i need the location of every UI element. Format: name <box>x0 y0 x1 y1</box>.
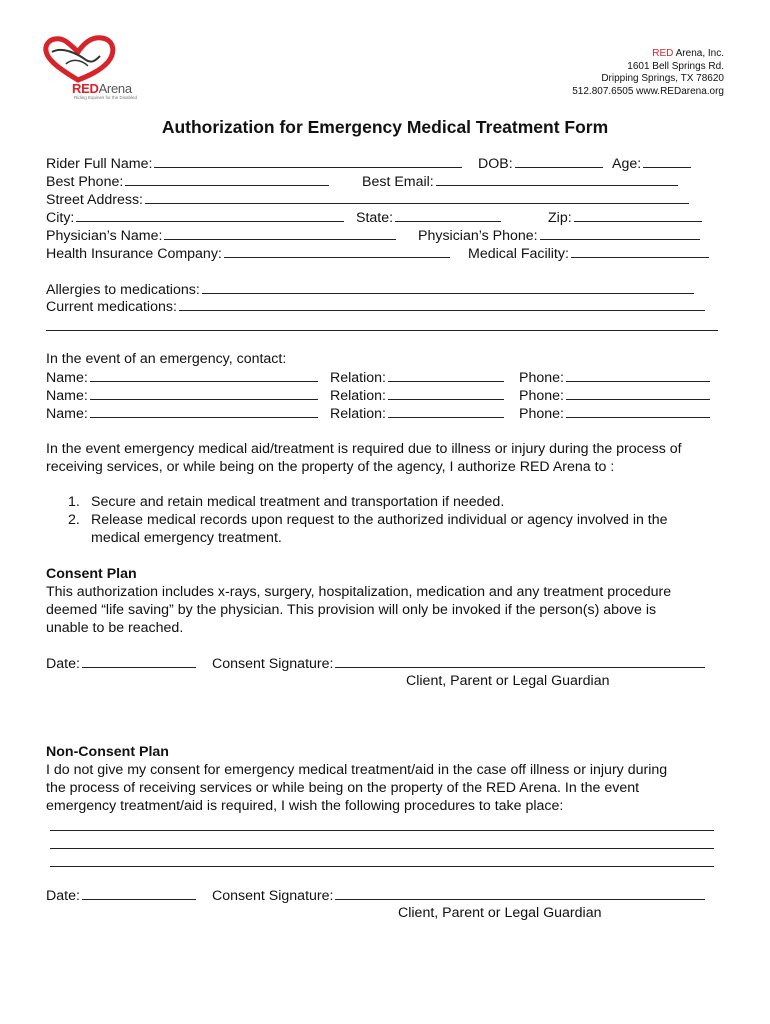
consent-date-field[interactable] <box>82 655 196 668</box>
contact-3-phone-row <box>519 405 710 423</box>
contact-2-name-field[interactable] <box>90 387 318 400</box>
procedures-line-2[interactable] <box>50 848 714 849</box>
contact-name-label: Name: <box>46 370 88 386</box>
non-consent-heading: Non-Consent Plan <box>46 744 169 760</box>
state-field[interactable] <box>395 209 501 222</box>
contact-2-phone-row <box>519 387 710 405</box>
contact-2-relation-field[interactable] <box>388 387 504 400</box>
consent-heading: Consent Plan <box>46 566 137 582</box>
authorization-line-2: receiving services, or while being on the property of the agency, I authorize RED Arena to : <box>46 459 615 475</box>
non-consent-date-label: Date: <box>46 888 80 904</box>
physician-phone-row <box>418 227 700 245</box>
current-meds-label: Current medications: <box>46 299 177 315</box>
contact-2-phone-field[interactable] <box>566 387 710 400</box>
zip-field[interactable] <box>574 209 702 222</box>
consent-signature-label: Consent Signature: <box>212 656 334 672</box>
non-consent-signer-caption: Client, Parent or Legal Guardian <box>398 905 602 921</box>
physician-phone-label: Physician’s Phone: <box>418 228 538 244</box>
facility-field[interactable] <box>571 245 709 258</box>
physician-name-label: Physician’s Name: <box>46 228 163 244</box>
contact-relation-label: Relation: <box>330 370 386 386</box>
contact-2-name-row <box>46 387 318 405</box>
contact-phone-label: Phone: <box>519 406 564 422</box>
insurance-row <box>46 245 450 263</box>
contact-name-label: Name: <box>46 388 88 404</box>
rider-name-label: Rider Full Name: <box>46 156 153 172</box>
authorization-line-1: In the event emergency medical aid/treatment is required due to illness or injury during the process of <box>46 441 682 457</box>
non-consent-line-1: I do not give my consent for emergency medical treatment/aid in the case off illness or injury during <box>46 762 668 778</box>
consent-signer-caption: Client, Parent or Legal Guardian <box>406 673 610 689</box>
non-consent-signature-label: Consent Signature: <box>212 888 334 904</box>
best-email-label: Best Email: <box>362 174 434 190</box>
best-phone-row <box>46 173 329 191</box>
non-consent-line-3: emergency treatment/aid is required, I wish the following procedures to take place: <box>46 798 564 814</box>
contact-1-name-field[interactable] <box>90 369 318 382</box>
current-meds-extra-line[interactable] <box>46 330 718 331</box>
contact-name-label: Name: <box>46 406 88 422</box>
age-field[interactable] <box>643 155 691 168</box>
rider-name-field[interactable] <box>154 155 462 168</box>
auth-item-2-text-1: Release medical records upon request to the authorized individual or agency involved in the <box>91 512 668 528</box>
non-consent-date-field[interactable] <box>82 887 196 900</box>
contact-3-phone-field[interactable] <box>566 405 710 418</box>
non-consent-signature-field[interactable] <box>335 887 705 900</box>
age-label: Age: <box>612 156 642 172</box>
allergies-row <box>46 281 694 299</box>
contact-1-relation-row <box>330 369 504 387</box>
contact-relation-label: Relation: <box>330 406 386 422</box>
auth-item-1-text: Secure and retain medical treatment and transportation if needed. <box>91 494 505 510</box>
contact-relation-label: Relation: <box>330 388 386 404</box>
consent-signature-row <box>212 655 705 673</box>
dob-field[interactable] <box>515 155 603 168</box>
contact-1-name-row <box>46 369 318 387</box>
non-consent-line-2: the process of receiving services or while being on the property of the RED Arena. In the event <box>46 780 640 796</box>
contact-3-name-row <box>46 405 318 423</box>
physician-name-row <box>46 227 396 245</box>
logo-wordmark: REDArena <box>72 81 132 96</box>
current-meds-field[interactable] <box>179 298 705 311</box>
non-consent-date-row <box>46 887 196 905</box>
facility-row <box>468 245 709 263</box>
best-email-row <box>362 173 678 191</box>
age-row <box>612 155 691 173</box>
org-street: 1601 Bell Springs Rd. <box>627 60 724 72</box>
consent-line-2: deemed “life saving” by the physician. This provision will only be invoked if the person(s) above is <box>46 602 657 618</box>
street-field[interactable] <box>145 191 689 204</box>
best-phone-label: Best Phone: <box>46 174 124 190</box>
physician-name-field[interactable] <box>164 227 396 240</box>
contact-1-phone-field[interactable] <box>566 369 710 382</box>
contact-3-name-field[interactable] <box>90 405 318 418</box>
facility-label: Medical Facility: <box>468 246 569 262</box>
auth-item-2-text-2: medical emergency treatment. <box>91 530 282 546</box>
physician-phone-field[interactable] <box>540 227 700 240</box>
allergies-field[interactable] <box>202 281 694 294</box>
city-field[interactable] <box>76 209 344 222</box>
org-city: Dripping Springs, TX 78620 <box>601 73 724 84</box>
contact-1-relation-field[interactable] <box>388 369 504 382</box>
consent-date-label: Date: <box>46 656 80 672</box>
street-row <box>46 191 689 209</box>
consent-date-row <box>46 655 196 673</box>
dob-row <box>478 155 603 173</box>
contact-phone-label: Phone: <box>519 388 564 404</box>
insurance-field[interactable] <box>224 245 450 258</box>
state-label: State: <box>356 210 394 226</box>
contact-phone-label: Phone: <box>519 370 564 386</box>
zip-label: Zip: <box>548 210 572 226</box>
contact-1-phone-row <box>519 369 710 387</box>
auth-item-2-number: 2. <box>68 512 80 528</box>
org-address-block <box>572 48 724 98</box>
consent-line-1: This authorization includes x-rays, surgery, hospitalization, medication and any treatment procedure <box>46 584 672 600</box>
current-meds-row <box>46 298 705 316</box>
contact-2-relation-row <box>330 387 504 405</box>
contact-3-relation-field[interactable] <box>388 405 504 418</box>
city-row <box>46 209 344 227</box>
form-title: Authorization for Emergency Medical Treatment Form <box>161 117 609 137</box>
consent-line-3: unable to be reached. <box>46 620 184 636</box>
state-row <box>356 209 501 227</box>
rider-name-row <box>46 155 462 173</box>
auth-item-1-number: 1. <box>68 494 80 510</box>
org-contact: 512.807.6505 www.REDarena.org <box>572 85 724 97</box>
city-label: City: <box>46 210 75 226</box>
dob-label: DOB: <box>478 156 513 172</box>
procedures-line-3[interactable] <box>50 866 714 867</box>
emergency-intro: In the event of an emergency, contact: <box>46 351 287 367</box>
non-consent-signature-row <box>212 887 705 905</box>
best-email-field[interactable] <box>436 173 678 186</box>
street-label: Street Address: <box>46 192 143 208</box>
best-phone-field[interactable] <box>125 173 329 186</box>
red-arena-logo <box>36 34 146 106</box>
heart-horse-logo-icon <box>38 34 118 86</box>
zip-row <box>548 209 702 227</box>
contact-3-relation-row <box>330 405 504 423</box>
org-name: RED Arena, Inc. <box>652 48 724 59</box>
consent-signature-field[interactable] <box>335 655 705 668</box>
logo-tagline: Riding Equines for the Disabled <box>74 95 138 100</box>
insurance-label: Health Insurance Company: <box>46 246 222 262</box>
allergies-label: Allergies to medications: <box>46 282 200 298</box>
procedures-line-1[interactable] <box>50 830 714 831</box>
